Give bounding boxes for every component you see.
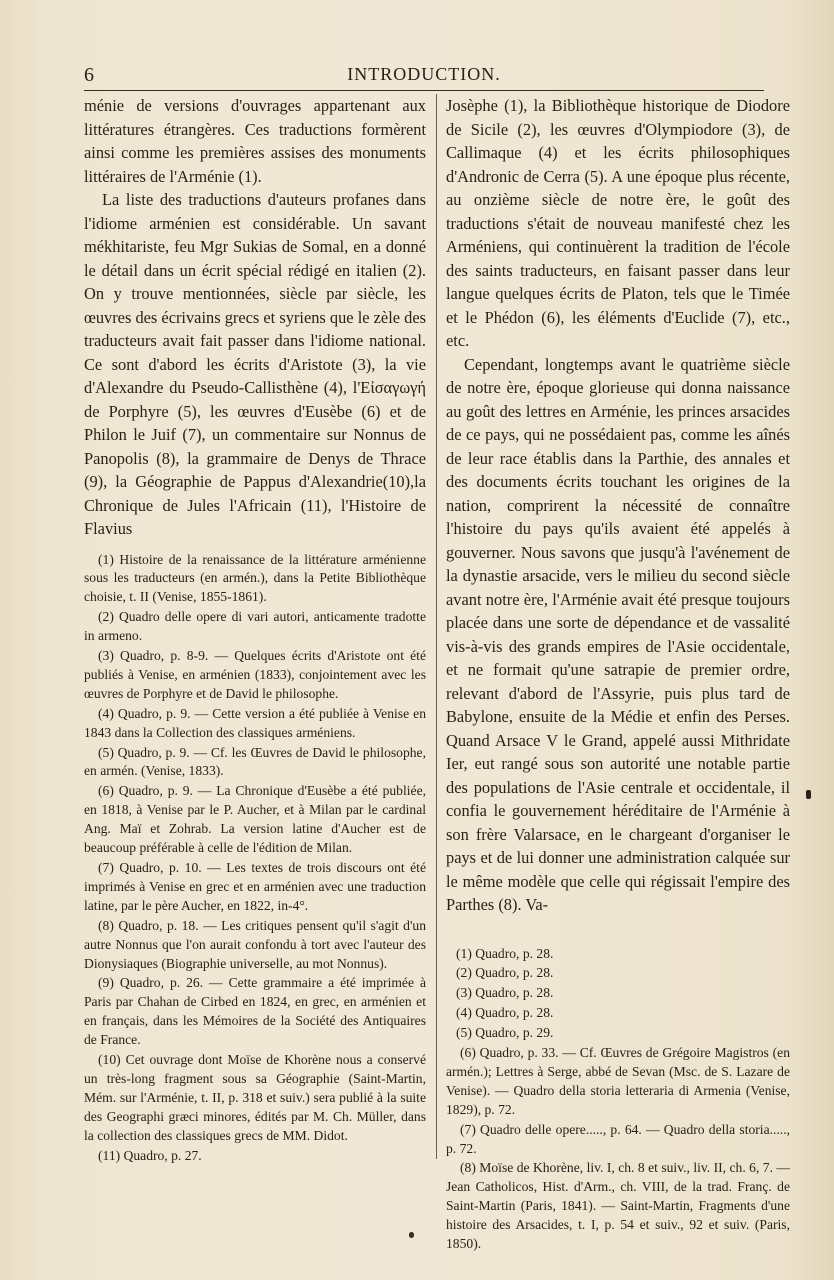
footnote: (6) Quadro, p. 33. — Cf. Œuvres de Grégoire Magistros (en armén.); Lettres à Serge, abbé de Sevan (Msc. de S. Lazare de Venise). — Quadro della storia letteraria di Armenia (Venise, 1829), p. 72.: [446, 1045, 790, 1117]
left-paragraph-1: ménie de versions d'ouvrages appartenant aux littératures étrangères. Ces traductions formèrent ainsi comme les premières assises des monuments littéraires de l'Arménie (1).: [84, 96, 426, 186]
column-divider: [436, 94, 437, 1159]
right-footnotes: [446, 945, 790, 1255]
left-column: [84, 94, 426, 1167]
footnote: (9) Quadro, p. 26. — Cette grammaire a été imprimée à Paris par Chahan de Cirbed en 1824, en grec, en arménien et en français, dans les Mémoires de la Société des Antiquaires de France.: [84, 975, 426, 1048]
footnote: (6) Quadro, p. 9. — La Chronique d'Eusèbe a été publiée, en 1818, à Venise par le P. Aucher, et à Milan par le cardinal Ang. Maï et Zohrab. La version latine d'Aucher est de beaucoup préférable à celle de l'édition de Milan.: [84, 783, 426, 856]
left-body-text: [84, 94, 426, 541]
left-paragraph-2: La liste des traductions d'auteurs profanes dans l'idiome arménien est considérable. Un savant mékhitariste, feu Mgr Sukias de Somal, en a donné le détail dans un écrit spécial rédigé en italien (2). On y trouve mentionnées, siècle par siècle, les œuvres des écrivains grecs et syriens que le zèle des traducteurs avait fait passer dans l'idiome national. Ce sont d'abord les écrits d'Aristote (3), la vie d'Alexandre du Pseudo-Callisthène (4), l'Εἰσαγωγή de Porphyre (5), les œuvres d'Eusèbe (6) et de Philon le Juif (7), un commentaire sur Nonnus de Panopolis (8), la grammaire de Denys de Thrace (9), la Géographie de Pappus d'Alexandrie(10),la Chronique de Jules l'Africain (11), l'Histoire de Flavius: [84, 190, 426, 538]
page-header: [84, 62, 764, 91]
footnote: (8) Moïse de Khorène, liv. I, ch. 8 et suiv., liv. II, ch. 6, 7. — Jean Catholicos, Hist. d'Arm., ch. VIII, de la trad. Franç. de Saint-Martin (Paris, 1841). — Saint-Martin, Fragments d'une histoire des Arsacides, t. I, p. 54 et suiv., 92 et suiv. (Paris, 1850).: [446, 1160, 790, 1252]
footnote: (4) Quadro, p. 9. — Cette version a été publiée à Venise en 1843 dans la Collection des classiques arméniens.: [84, 705, 426, 740]
footnote: (10) Cet ouvrage dont Moïse de Khorène nous a conservé un très-long fragment sous sa Géographie (Saint-Martin, Mém. sur l'Arménie, t. II, p. 318 et suiv.) sera publié à la suite des Geographi græci minores, édités par M. Ch. Müller, dans la collection des classiques grecs de MM. Didot.: [84, 1052, 426, 1143]
ink-mark: [806, 790, 811, 799]
footnote: (3) Quadro, p. 8-9. — Quelques écrits d'Aristote ont été publiés à Venise, en arménien (1833), conjointement avec les œuvres de Porphyre et de David le philosophe.: [84, 648, 426, 701]
footnote: (5) Quadro, p. 9. — Cf. les Œuvres de David le philosophe, en armén. (Venise, 1833).: [84, 744, 426, 779]
footnote: (11) Quadro, p. 27.: [98, 1147, 202, 1163]
right-paragraph-2: Cependant, longtemps avant le quatrième siècle de notre ère, époque glorieuse qui donna naissance au goût des lettres en Arménie, les princes arsacides de ce pays, qui ne possédaient pas, comme les aînés de leur race établis dans la Parthie, des annales et des documents écrits touchant les origines de la nation, comprirent la nécessité de connaître l'histoire du pays qu'ils avaient été appelés à gouverner. Nous savons que jusqu'à l'avénement de la dynastie arsacide, vers le milieu du second siècle avant notre ère, l'Arménie avait été presque toujours placée dans une sorte de dépendance et de vassalité vis-à-vis des grands empires de l'Asie occidentale, et ne formait qu'une satrapie de premier ordre, relevant d'abord de l'Assyrie, puis plus tard de Babylone, ensuite de la Médie et enfin des Perses. Quand Arsace V le Grand, appelé aussi Mithridate Ier, eut rangé sous son autorité une notable partie des populations de l'Asie centrale et occidentale, il confia le gouvernement héréditaire de l'Arménie à son frère Valarsace, en le chargeant d'organiser le pays et de lui donner une administration calquée sur le même modèle que celle qui régissait l'empire des Parthes (8). Va-: [446, 354, 790, 914]
footnote: (7) Quadro, p. 10. — Les textes de trois discours ont été imprimés à Venise en grec et en arménien avec une traduction latine, par le père Aucher, en 1822, in-4°.: [84, 860, 426, 913]
footnote: (1) Quadro, p. 28.: [456, 945, 554, 961]
footnote: (7) Quadro delle opere....., p. 64. — Quadro della storia....., p. 72.: [446, 1121, 790, 1156]
footnote: (1) Histoire de la renaissance de la littérature arménienne sous les traducteurs (en armén.), dans la Petite Bibliothèque choisie, t. II (Venise, 1855-1861).: [84, 551, 426, 605]
footnote: (4) Quadro, p. 28.: [456, 1005, 554, 1021]
footnote: (2) Quadro, p. 28.: [456, 965, 554, 981]
right-column: [446, 94, 790, 1255]
page-number: 6: [84, 64, 94, 86]
footnote: (5) Quadro, p. 29.: [456, 1025, 554, 1041]
footnote: (3) Quadro, p. 28.: [456, 985, 554, 1001]
right-body-text: [446, 94, 790, 917]
footnote: (2) Quadro delle opere di vari autori, anticamente tradotte in armeno.: [84, 609, 426, 644]
left-footnotes: [84, 551, 426, 1166]
right-paragraph-1: Josèphe (1), la Bibliothèque historique de Diodore de Sicile (2), les œuvres d'Olympiodore (3), de Callimaque (4) et les écrits philosophiques d'Andronic de Cerra (5). A une époque plus récente, au onzième siècle de notre ère, le goût des traductions s'était de nouveau manifesté chez les Arméniens, qui continuèrent la tradition de l'école des saints traducteurs, en faisant passer dans leur langue quelques écrits de Platon, tels que le Timée et le Phédon (6), les éléments d'Euclide (7), etc., etc.: [446, 96, 790, 350]
footnote: (8) Quadro, p. 18. — Les critiques pensent qu'il s'agit d'un autre Nonnus que l'on aurait confondu à tort avec l'auteur des Dionysiaques (Biographie universelle, au mot Nonnus).: [84, 917, 426, 971]
running-title: INTRODUCTION.: [347, 64, 501, 84]
ink-dot: [409, 1232, 414, 1238]
